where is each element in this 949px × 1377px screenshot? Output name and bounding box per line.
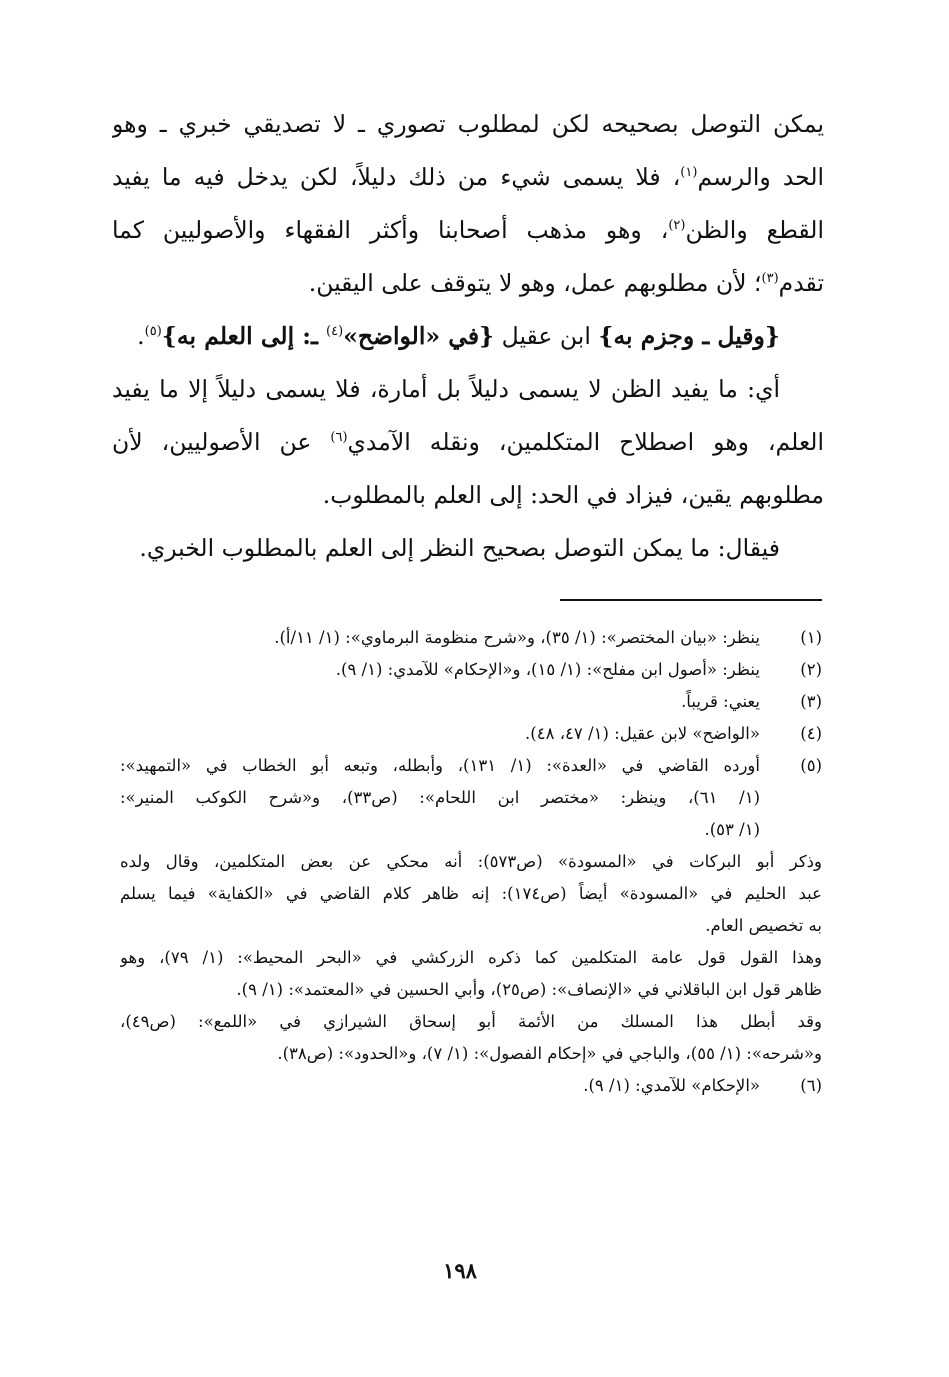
footnote — [120, 1070, 822, 1102]
main-line-text: عن الأصوليين، لأن — [112, 428, 331, 456]
main-line-text: . — [137, 322, 145, 350]
footnote — [120, 654, 822, 686]
footnote-text: ينظر: «بيان المختصر»: (١/ ٣٥)، و«شرح منظومة البرماوي»: (١/ ١١/أ). — [274, 628, 760, 647]
footnote — [120, 718, 822, 750]
footnote-ref[interactable]: (٤) — [326, 324, 344, 340]
main-line — [112, 257, 824, 310]
main-line — [112, 522, 824, 575]
footnote-continuation — [120, 814, 822, 846]
footnote-paragraph-line — [120, 1038, 822, 1070]
main-line-text: ؛ لأن مطلوبهم عمل، وهو لا يتوقف على اليقين. — [308, 269, 762, 297]
footnote-text: يعني: قريباً. — [681, 692, 760, 711]
footnote-text: وهذا القول قول عامة المتكلمين كما ذكره الزركشي في «البحر المحيط»: (١/ ٧٩)، وهو — [120, 948, 822, 967]
footnote-number: (٤) — [800, 724, 822, 743]
page-number: ١٩٨ — [443, 1258, 477, 1283]
footnote-paragraph-line — [120, 878, 822, 910]
footnote-ref[interactable]: (٦) — [330, 430, 348, 446]
footnote-paragraph-line — [120, 846, 822, 878]
main-line-text: القطع والظن — [685, 216, 824, 244]
footnote-paragraph-line — [120, 910, 822, 942]
footnote-text: (١/ ٦١)، وينظر: «مختصر ابن اللحام»: (ص٣٣)، و«شرح الكوكب المنير»: — [120, 788, 760, 807]
main-line — [112, 310, 824, 363]
main-line-text: أي: ما يفيد الظن لا يسمى دليلاً بل أمارة، فلا يسمى دليلاً إلا ما يفيد — [112, 375, 780, 403]
footnote-number: (٦) — [800, 1076, 822, 1095]
footnote-number: (٢) — [800, 660, 822, 679]
footnote-text: «الواضح» لابن عقيل: (١/ ٤٧، ٤٨). — [525, 724, 760, 743]
main-line-text: مطلوبهم يقين، فيزاد في الحد: إلى العلم بالمطلوب. — [322, 481, 824, 509]
footnote-text: (١/ ٥٣). — [704, 820, 760, 839]
matn-phrase: {في «الواضح» — [343, 322, 495, 350]
footnote-paragraph-line — [120, 942, 822, 974]
footnote-separator — [560, 599, 822, 601]
footnote — [120, 686, 822, 718]
footnote-text: عبد الحليم في «المسودة» أيضاً (ص١٧٤): إنه ظاهر كلام القاضي في «الكفاية» فيما يسلم — [120, 884, 822, 903]
footnote-number: (٥) — [800, 756, 822, 775]
footnotes-block — [120, 622, 822, 1102]
footnote-ref[interactable]: (١) — [680, 165, 698, 181]
main-line-text: ، وهو مذهب أصحابنا وأكثر الفقهاء والأصوليين كما — [112, 216, 669, 244]
main-line — [112, 363, 824, 416]
footnote-text: و«شرحه»: (١/ ٥٥)، والباجي في «إحكام الفصول»: (١/ ٧)، و«الحدود»: (ص٣٨). — [277, 1044, 822, 1063]
main-line — [112, 204, 824, 257]
footnote-ref[interactable]: (٢) — [668, 218, 686, 234]
footnote-paragraph-line — [120, 974, 822, 1006]
main-text-block — [112, 98, 824, 575]
footnote-number: (٣) — [800, 692, 822, 711]
footnote-number: (١) — [800, 628, 822, 647]
footnote-text: ينظر: «أصول ابن مفلح»: (١/ ١٥)، و«الإحكام» للآمدي: (١/ ٩). — [335, 660, 760, 679]
footnote-text: وقد أبطل هذا المسلك من الأئمة أبو إسحاق الشيرازي في «اللمع»: (ص٤٩)، — [120, 1012, 822, 1031]
main-line-text: الحد والرسم — [697, 163, 824, 191]
main-line-text: تقدم — [778, 269, 824, 297]
main-line-text: فيقال: ما يمكن التوصل بصحيح النظر إلى العلم بالمطلوب الخبري. — [139, 534, 780, 562]
footnote-text: أورده القاضي في «العدة»: (١/ ١٣١)، وأبطله، وتبعه أبو الخطاب في «التمهيد»: — [120, 756, 760, 775]
main-line — [112, 151, 824, 204]
footnote — [120, 622, 822, 654]
footnote-text: وذكر أبو البركات في «المسودة» (ص٥٧٣): أنه محكي عن بعض المتكلمين، وقال ولده — [120, 852, 822, 871]
footnote-text: ظاهر قول ابن الباقلاني في «الإنصاف»: (ص٢٥)، وأبي الحسين في «المعتمد»: (١/ ٩). — [236, 980, 822, 999]
main-line-text: ، فلا يسمى شيء من ذلك دليلاً، لكن يدخل فيه ما يفيد — [112, 163, 681, 191]
footnote-continuation — [120, 782, 822, 814]
main-line-text: ابن عقيل — [494, 322, 599, 350]
main-line-text: العلم، وهو اصطلاح المتكلمين، ونقله الآمدي — [347, 428, 824, 456]
footnote-ref[interactable]: (٣) — [761, 271, 779, 287]
main-line — [112, 416, 824, 469]
matn-phrase: ـ: إلى العلم به} — [161, 322, 327, 350]
matn-phrase: {وقيل ـ وجزم به} — [598, 322, 780, 350]
main-line — [112, 98, 824, 151]
footnote-text: «الإحكام» للآمدي: (١/ ٩). — [583, 1076, 760, 1095]
main-line-text: يمكن التوصل بصحيحه لكن لمطلوب تصوري ـ لا تصديقي خبري ـ وهو — [112, 110, 824, 138]
main-line — [112, 469, 824, 522]
footnote-text: به تخصيص العام. — [705, 916, 822, 935]
footnote — [120, 750, 822, 782]
footnote-paragraph-line — [120, 1006, 822, 1038]
footnote-ref[interactable]: (٥) — [144, 324, 162, 340]
